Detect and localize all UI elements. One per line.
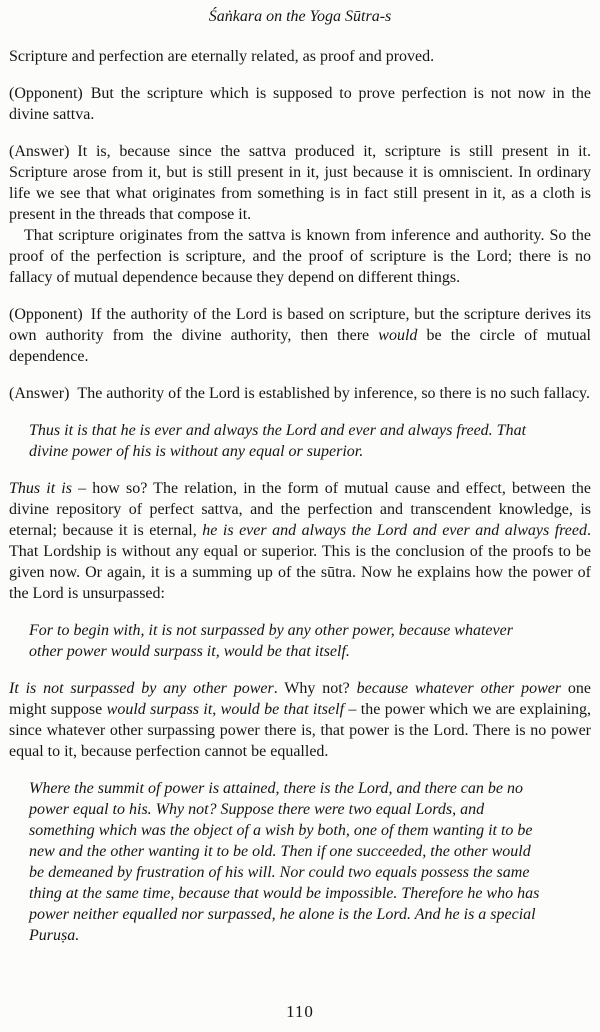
paragraph-opponent-1: (Opponent) But the scripture which is supposed to prove perfection is not now in the divine sattva. [9,85,591,123]
paragraph-answer-1-continuation: That scripture originates from the sattva is known from inference and authority. So the proof of the perfection is scripture, and the proof of scripture is the Lord; there is no fallacy of mutual dependence because they depend on different things. [9,227,591,286]
sutra-quote-not-surpassed: For to begin with, it is not surpassed by any other power, because whatever other power would surpass it, would be that itself. [29,622,513,660]
paragraph-opponent-2: (Opponent) If the authority of the Lord is based on scripture, but the scripture derives its own authority from the divine authority, then there would be the circle of mutual dependence. [9,306,592,365]
sutra-quote-lordship: Thus it is that he is ever and always the Lord and ever and always freed. That divine power of his is without any equal or superior. [29,422,527,460]
paragraph-commentary-lordship: Thus it is – how so? The relation, in the form of mutual cause and effect, between the divine repository of perfect sattva, and the perfection and transcendent knowledge, is eternal; because it is eternal, he is ever and always the Lord and ever and always freed. That Lordship is without any equal or superior. This is the conclusion of the proofs to be given now. Or again, it is a summing up of the sūtra. Now he explains how the power of the Lord is unsurpassed: [9,480,592,602]
running-header: Śaṅkara on the Yoga Sūtra-s [208,8,392,25]
paragraph-answer-1: (Answer) It is, because since the sattva produced it, scripture is still present in it. Scripture arose from it, but is still present in it, just because it is omniscient. In ordinary life we see that what originates from something is in fact still present in it, as a cloth is present in the threads that compose it. [9,143,591,223]
sutra-quote-summit-of-power: Where the summit of power is attained, there is the Lord, and there can be no power equal to his. Why not? Suppose there were two equal Lords, and something which was the object of a wish by both, one of them wanting it to be new and the other wanting it to be old. Then if one succeeded, the other would be demeaned by frustration of his will. Nor could two equals possess the same thing at the same time, because that would be impossible. Therefore he who has power neither equalled nor surpassed, he alone is the Lord. And he is a special Puruṣa. [29,780,540,944]
paragraph-scripture-perfection: Scripture and perfection are eternally related, as proof and proved. [9,48,435,65]
paragraph-answer-2: (Answer) The authority of the Lord is established by inference, so there is no such fallacy. [9,385,590,402]
page-number: 110 [286,1002,314,1021]
paragraph-commentary-not-surpassed: It is not surpassed by any other power. Why not? because whatever other power one might suppose would surpass it, would be that itself – the power which we are explaining, since whatever other surpassing power there is, that power is the Lord. There is no power equal to it, because perfection cannot be equalled. [9,680,592,760]
